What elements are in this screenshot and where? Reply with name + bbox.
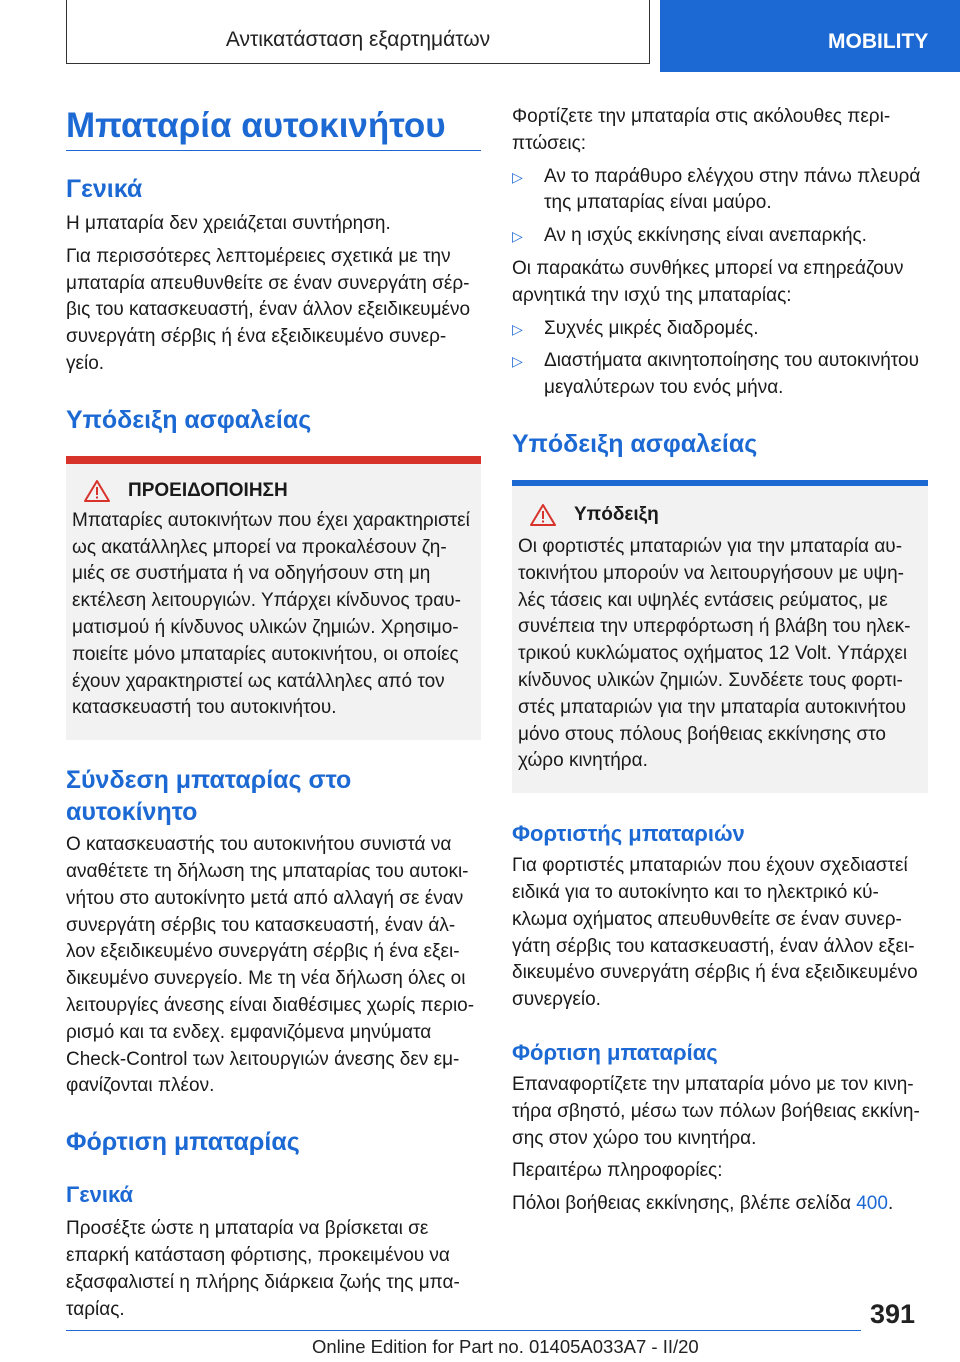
warning-box <box>66 464 481 740</box>
section-tab-label: MOBILITY <box>828 30 929 53</box>
charging-general-text: Προσέξτε ώστε η μπαταρία να βρίσκεται σε επαρκή κατάσταση φόρτισης, προκειμένου να εξασφαλιστεί η πλήρης διάρκεια ζωής της μπα- ταρίας. <box>66 1218 460 1320</box>
list-item <box>512 164 928 218</box>
bullet-triangle-icon: ▷ <box>512 168 523 185</box>
factor-1-text: Συχνές μικρές διαδρομές. <box>544 317 759 339</box>
general-heading: Γενικά <box>66 175 143 203</box>
footer-edition: Online Edition for Part no. 01405A033A7 - II/20 <box>312 1336 699 1357</box>
warning-triangle-icon <box>84 480 110 502</box>
bullet-triangle-icon: ▷ <box>512 320 523 337</box>
header-title: Αντικατάσταση εξαρτημάτων <box>225 28 491 51</box>
right-charging-heading: Φόρτιση μπαταρίας <box>512 1039 718 1065</box>
general-text-2: Για περισσότερες λεπτομέρειες σχετικά με την μπαταρία απευθυνθείτε σε έναν συνεργάτη σέρ- βις του κατασκευαστή, έναν άλλον εξειδικευμένο συνεργάτη σέρβις ή ένα εξειδικευμένο συνερ- γείο. <box>66 245 471 374</box>
left-column <box>66 104 481 1323</box>
general-text-1: Η μπαταρία δεν χρειάζεται συντήρηση. <box>66 213 391 234</box>
reference-text: Πόλοι βοήθειας εκκίνησης, βλέπε σελίδα <box>512 1193 857 1215</box>
connect-text: Ο κατασκευαστής του αυτοκινήτου συνιστά να αναθέτετε τη δήλωση της μπαταρίας του αυτοκι- νήτου στο αυτοκίνητο μετά από αλλαγή σε έναν συνεργάτη σέρβις του κατασκευαστή, έναν άλ- λον εξειδικευμένο συνεργάτη σέρβις ή ένα εξει- δικευμένο συνεργείο. Με τη νέα δήλωση όλες οι λειτουργίες άνεσης είναι διαθέσιμες χωρίς περιο- ρισμό και τα ενδεχ. εμφανιζόμενα μηνύματα Check-Control των λειτουργιών άνεσης δεν εμ- φανίζονται πλέον. <box>66 834 475 1097</box>
charge-cases-intro: Φορτίζετε την μπαταρία στις ακόλουθες περι- πτώσεις: <box>512 106 891 154</box>
bullet-triangle-icon: ▷ <box>512 228 523 245</box>
list-item <box>512 316 928 343</box>
note-header <box>518 504 922 526</box>
warning-header <box>72 480 475 502</box>
case-1-text: Αν το παράθυρο ελέγχου στην πάνω πλευρά της μπαταρίας είναι μαύρο. <box>544 165 921 214</box>
right-safety-heading: Υπόδειξη ασφαλείας <box>512 429 758 458</box>
title-rule <box>66 150 481 151</box>
reference-line <box>512 1191 928 1218</box>
chargers-heading: Φορτιστής μπαταριών <box>512 821 745 847</box>
factor-2-text: Διαστήματα ακινητοποίησης του αυτοκινήτου μεγαλύτερων του ενός μήνα. <box>544 350 919 399</box>
footer-rule <box>66 1330 861 1331</box>
reference-end: . <box>887 1193 894 1215</box>
connect-heading: Σύνδεση μπαταρίας στο αυτοκίνητο <box>66 766 352 827</box>
charging-heading: Φόρτιση μπαταρίας <box>66 1128 300 1157</box>
page-number: 391 <box>870 1299 916 1329</box>
warning-triangle-icon <box>530 504 556 526</box>
charging-general-heading: Γενικά <box>66 1182 134 1208</box>
warning-title: ΠΡΟΕΙΔΟΠΟΙΗΣΗ <box>128 479 288 501</box>
page-title: Μπαταρία αυτοκινήτου <box>66 106 446 145</box>
note-title: Υπόδειξη <box>574 503 659 525</box>
factors-intro: Οι παρακάτω συνθήκες μπορεί να επηρεάζουν αρνητικά την ισχύ της μπαταρίας: <box>512 257 904 306</box>
more-info-label: Περαιτέρω πληροφορίες: <box>512 1160 723 1182</box>
note-text: Οι φορτιστές μπαταριών για την μπαταρία αυ- τοκινήτου μπορούν να λειτουργήσουν με υψη- λές τάσεις και υψηλές εντάσεις ρεύματος, με συνέπεια την υπερφόρτωση ή βλάβη του ηλεκ- τρικού κυκλώματος οχήματος 12 Volt. Υπάρχει κίνδυνος υλικών ζημιών. Συνδέετε τους φορτι- στές μπαταριών για την μπαταρία αυτοκινήτου μόνο στους πόλους βοήθειας εκκίνησης στο χώρο κινητήρα. <box>518 535 911 772</box>
page-reference-link[interactable]: 400 <box>856 1193 888 1215</box>
bullet-triangle-icon: ▷ <box>512 353 523 370</box>
list-item <box>512 223 928 250</box>
safety-heading: Υπόδειξη ασφαλείας <box>66 405 312 434</box>
right-charging-text: Επαναφορτίζετε την μπαταρία μόνο με τον κινη- τήρα σβηστό, μέσω των πόλων βοήθειας εκκίνη- σης στον χώρο του κινητήρα. <box>512 1073 920 1149</box>
warning-bar <box>66 456 481 464</box>
case-2-text: Αν η ισχύς εκκίνησης είναι ανεπαρκής. <box>544 225 867 247</box>
section-tab <box>660 0 960 72</box>
warning-text: Μπαταρίες αυτοκινήτων που έχει χαρακτηριστεί ως ακατάλληλες μπορεί να προκαλέσουν ζη- μιές σε συστήματα ή να οδηγήσουν στη μη εκτέλεση λειτουργιών. Υπάρχει κίνδυνος τραυ- ματισμού ή κίνδυνος υλικών ζημιών. Χρησιμο- ποιείτε μόνο μπαταρίες αυτοκινήτου, οι οποίες έχουν χαρακτηριστεί ως κατάλληλες από τον κατασκευαστή του αυτοκινήτου. <box>72 509 470 719</box>
note-box <box>512 486 928 793</box>
chargers-text: Για φορτιστές μπαταριών που έχουν σχεδιαστεί ειδικά για το αυτοκίνητο και το ηλεκτρικό κύ- κλωμα οχήματος απευθυνθείτε σε έναν συνερ- γάτη σέρβις του κατασκευαστή, έναν άλλον εξει- δικευμένο συνεργάτη σέρβις ή ένα εξειδικευμένο συνεργείο. <box>512 855 918 1011</box>
right-column <box>512 104 928 1218</box>
list-item <box>512 348 928 402</box>
